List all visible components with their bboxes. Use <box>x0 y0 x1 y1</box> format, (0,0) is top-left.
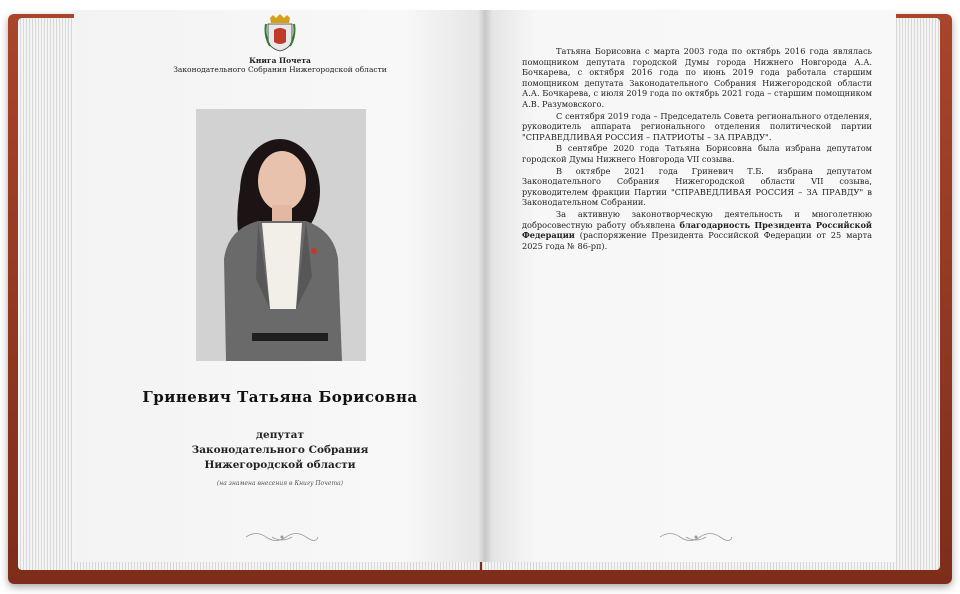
ornament-left-icon <box>242 530 322 544</box>
bio-paragraph-4: В октябре 2021 года Гриневич Т.Б. избрана депутатом Законодательного Собрания Нижегородской области VII созыва, руководителем фракции Партии "СПРАВЕДЛИВАЯ РОССИЯ – ЗА ПРАВДУ" в Законодательном Собрании. <box>522 165 872 208</box>
bio-paragraph-5 <box>522 209 872 251</box>
bio-paragraph-3: В сентябре 2020 года Татьяна Борисовна была избрана депутатом городской Думы Нижнего Новгорода VII созыва. <box>522 143 872 164</box>
biography-text <box>522 46 872 252</box>
portrait-photo <box>196 109 366 361</box>
position-line-1: депутат <box>256 429 304 441</box>
bio-award-bold: благодарность Президента Российской Федерации <box>522 219 872 241</box>
coat-of-arms-icon <box>264 14 296 52</box>
entry-note: (на знаменa внесения в Книгу Почета) <box>216 480 344 487</box>
book-title-main: Книга Почета <box>249 56 311 65</box>
position-line-2: Законодательного Собрания <box>191 444 369 456</box>
portrait-illustration <box>196 109 366 361</box>
person-position <box>160 428 400 473</box>
bio-award-intro: За активную законотворческую деятельность и многолетнюю добросовестную работу объявлена <box>522 208 872 230</box>
bio-paragraph-2: С сентября 2019 года – Председатель Совета регионального отделения, руководитель аппарата регионального отделения политической партии "СПРАВЕДЛИВАЯ РОССИЯ – ПАТРИОТЫ – ЗА ПРАВДУ". <box>522 110 872 142</box>
ornament-right-icon <box>656 530 736 544</box>
person-name: Гриневич Татьяна Борисовна <box>142 388 418 406</box>
bio-award-decree: (распоряжение Президента Российской Федерации от 25 марта 2025 года № 86-рп). <box>522 230 872 251</box>
book-title-institution: Законодательного Собрания Нижегородской области <box>173 65 387 74</box>
book-title <box>150 56 410 74</box>
bio-paragraph-1: Татьяна Борисовна с марта 2003 года по октябрь 2016 года являлась помощником депутата городской Думы города Нижнего Новгорода А.А. Бочкарева, с октября 2016 года по июнь 2019 года работала старшим помощником депутата Законодательного Собрания Нижегородской области А.А. Бочкарева, с июля 2019 года по октябрь 2021 года – старшим помощником А.В. Разумовского. <box>522 46 872 109</box>
position-line-3: Нижегородской области <box>204 459 356 471</box>
book-gutter <box>478 10 492 562</box>
